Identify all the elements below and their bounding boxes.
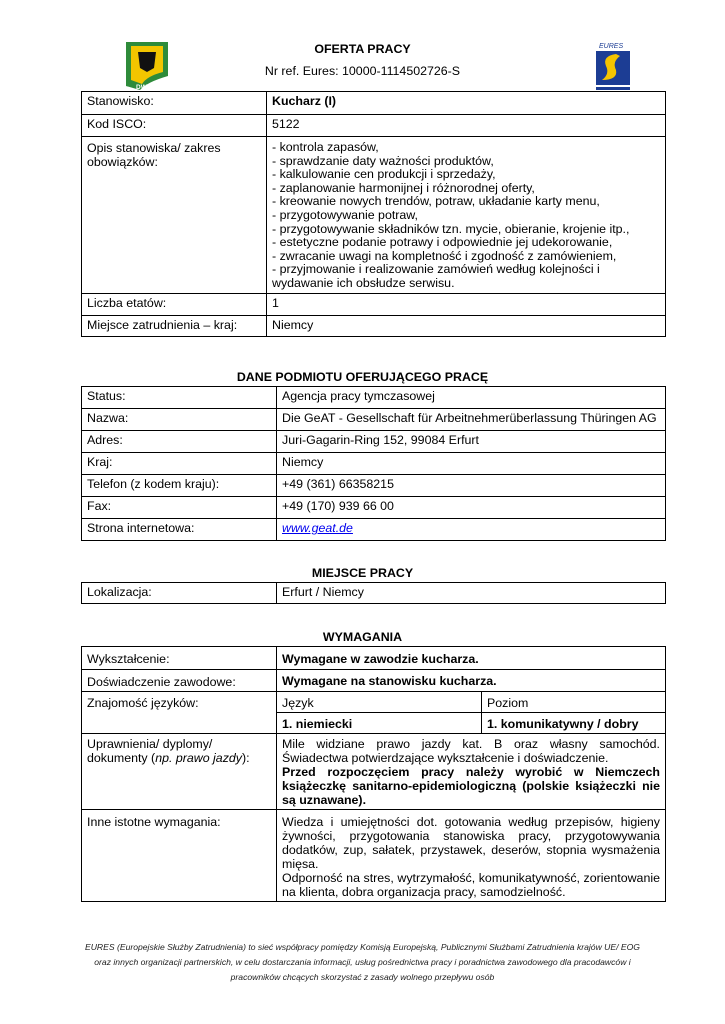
isco-value: 5122 bbox=[267, 115, 666, 137]
eures-logo bbox=[590, 40, 636, 92]
country-label: Miejsce zatrudnienia – kraj: bbox=[82, 315, 267, 336]
duty-item: - estetyczne podanie potrawy i odpowiednie jej udekorowanie, bbox=[272, 235, 613, 250]
other-requirements-value bbox=[277, 810, 666, 902]
permits-value bbox=[277, 734, 666, 810]
employer-row-value: Juri-Gagarin-Ring 152, 99084 Erfurt bbox=[277, 431, 666, 453]
isco-label: Kod ISCO: bbox=[82, 115, 267, 137]
svg-text:EURES: EURES bbox=[599, 43, 624, 50]
employer-row-value: +49 (361) 66358215 bbox=[277, 475, 666, 497]
country-value: Niemcy bbox=[267, 315, 666, 336]
employer-row-value: Agencja pracy tymczasowej bbox=[277, 387, 666, 409]
permits-text: Mile widziane prawo jazdy kat. B oraz własny samochód. Świadectwa potwierdzające wykształcenie i doświadczenie. bbox=[282, 737, 660, 765]
duty-item: - kreowanie nowych trendów, potraw, układanie karty menu, bbox=[272, 194, 600, 209]
position-label: Stanowisko: bbox=[82, 92, 267, 115]
duty-item: - przygotowywanie składników tzn. mycie, obieranie, krojenie itp., bbox=[272, 221, 630, 236]
duty-item: - sprawdzanie daty ważności produktów, bbox=[272, 153, 494, 168]
employer-row-label: Status: bbox=[82, 387, 277, 409]
location-value: Erfurt / Niemcy bbox=[277, 583, 666, 604]
language-column-header: Język bbox=[277, 692, 482, 713]
duty-item: - zwracanie uwagi na kompletność i zgodność z zamówieniem, bbox=[272, 248, 617, 263]
level-value: 1. komunikatywny / dobry bbox=[482, 713, 666, 734]
permits-label: Uprawnienia/ dyplomy/ dokumenty (np. prawo jazdy): bbox=[82, 734, 277, 810]
duty-item: - kalkulowanie cen produkcji i sprzedaży, bbox=[272, 167, 496, 182]
employer-row-value: Die GeAT - Gesellschaft für Arbeitnehmerüberlassung Thüringen AG bbox=[277, 409, 666, 431]
duty-item: - kontrola zapasów, bbox=[272, 140, 379, 154]
positions-value: 1 bbox=[267, 293, 666, 315]
other-requirements-label: Inne istotne wymagania: bbox=[82, 810, 277, 902]
employer-row-label: Adres: bbox=[82, 431, 277, 453]
experience-value: Wymagane na stanowisku kucharza. bbox=[277, 670, 666, 692]
duties-list bbox=[267, 137, 666, 294]
education-value: Wymagane w zawodzie kucharza. bbox=[277, 647, 666, 670]
workplace-section-title: MIEJSCE PRACY bbox=[311, 566, 414, 580]
employer-row-label: Fax: bbox=[82, 497, 277, 519]
job-table bbox=[81, 91, 666, 337]
duties-label: Opis stanowiska/ zakres obowiązków: bbox=[82, 137, 267, 294]
website-link[interactable]: www.geat.de bbox=[282, 521, 353, 535]
positions-label: Liczba etatów: bbox=[82, 293, 267, 315]
education-label: Wykształcenie: bbox=[82, 647, 277, 670]
footer-line: EURES (Europejskie Służby Zatrudnienia) to sieć współpracy pomiędzy Komisją Europejską, Publicznymi Służbami Zatrudnienia krajów UE/ EOG bbox=[84, 942, 640, 952]
permits-bold-text: Przed rozpoczęciem pracy należy wyrobić w Niemczech książeczkę sanitarno-epidemiologiczną (polskie książeczki nie są uznawane). bbox=[282, 765, 660, 807]
employer-section-title: DANE PODMIOTU OFERUJĄCEGO PRACĘ bbox=[236, 370, 489, 384]
footer-note bbox=[60, 940, 665, 985]
employer-table bbox=[81, 386, 666, 541]
other-requirements-text-1: Wiedza i umiejętności dot. gotowania według przepisów, higieny żywności, przygotowania stanowiska pracy, przygotowywania dodatków, zup, sałatek, przystawek, deserów, stopnia wysmażenia mięsa. bbox=[282, 815, 660, 871]
duty-item: - przygotowywanie potraw, bbox=[272, 207, 419, 222]
svg-text:DWUP: DWUP bbox=[136, 84, 156, 91]
footer-line: pracowników chcących skorzystać z zasady wolnego przepływu osób bbox=[230, 972, 495, 982]
employer-row-label: Nazwa: bbox=[82, 409, 277, 431]
employer-row-label: Telefon (z kodem kraju): bbox=[82, 475, 277, 497]
duty-item: - zaplanowanie harmonijnej i różnorodnej oferty, bbox=[272, 180, 535, 195]
location-label: Lokalizacja: bbox=[82, 583, 277, 604]
footer-line: oraz innych organizacji partnerskich, w celu dostarczania informacji, usług pośrednictwa pracy i poradnictwa zawodowego dla pracodawców i bbox=[94, 957, 631, 967]
website-label: Strona internetowa: bbox=[82, 519, 277, 541]
employer-row-value: +49 (170) 939 66 00 bbox=[277, 497, 666, 519]
requirements-section-title: WYMAGANIA bbox=[322, 630, 403, 644]
workplace-table bbox=[81, 582, 666, 604]
other-requirements-text-2: Odporność na stres, wytrzymałość, komunikatywność, zorientowanie na klienta, dobra organizacja pracy, samodzielność. bbox=[282, 871, 660, 899]
duty-item: - przyjmowanie i realizowanie zamówień według kolejności i wydawanie ich obsłudze serwisu. bbox=[272, 262, 600, 290]
employer-row-value: Niemcy bbox=[277, 453, 666, 475]
employer-row-label: Kraj: bbox=[82, 453, 277, 475]
experience-label: Doświadczenie zawodowe: bbox=[82, 670, 277, 692]
language-value: 1. niemiecki bbox=[277, 713, 482, 734]
level-column-header: Poziom bbox=[482, 692, 666, 713]
languages-label: Znajomość języków: bbox=[82, 692, 277, 734]
reference-number: Nr ref. Eures: 10000-1114502726-S bbox=[264, 64, 461, 78]
page-title: OFERTA PRACY bbox=[314, 42, 411, 56]
requirements-table bbox=[81, 646, 666, 902]
position-value: Kucharz (I) bbox=[267, 92, 666, 115]
